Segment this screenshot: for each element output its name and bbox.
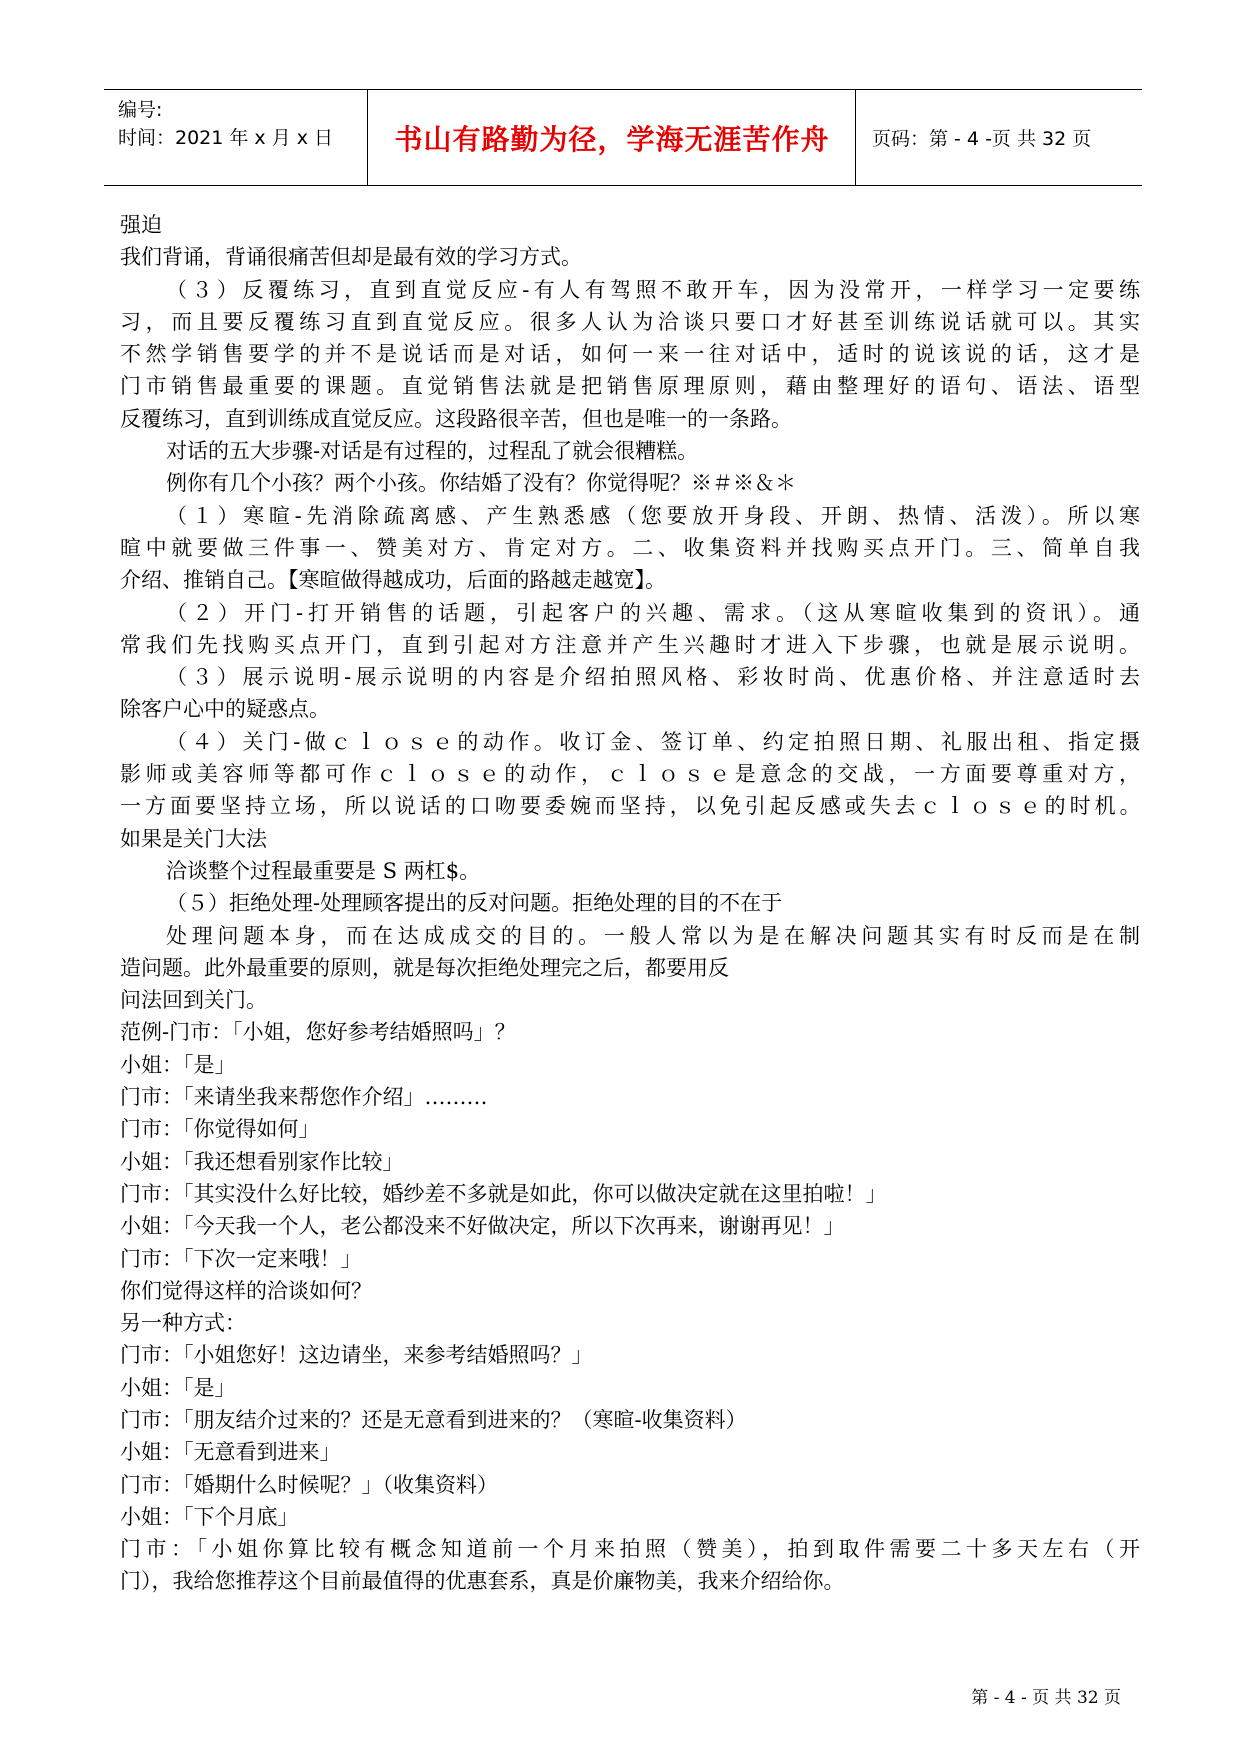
body-line: 造问题。此外最重要的原则，就是每次拒绝处理完之后，都要用反 — [120, 955, 729, 980]
header-divider-left — [367, 90, 368, 185]
body-line: 强迫 — [120, 213, 162, 237]
body-line: 门市：「婚期什么时候呢？」（收集资料） — [120, 1472, 498, 1497]
body-line: 你们觉得这样的洽谈如何？ — [120, 1278, 372, 1303]
header-divider-right — [855, 90, 856, 185]
body-line: 小姐：「是」 — [120, 1052, 236, 1077]
body-line: 另一种方式： — [120, 1311, 246, 1336]
body-line: 门市：「小姐你算比较有概念知道前一个月来拍照（赞美），拍到取件需要二十多天左右（开 — [120, 1537, 1140, 1562]
document-body — [120, 209, 1140, 1598]
body-line: （３）反覆练习，直到直觉反应-有人有驾照不敢开车，因为没常开，一样学习一定要练 — [166, 277, 1140, 302]
body-line: 门市：「其实没什么好比较，婚纱差不多就是如此，你可以做决定就在这里拍啦！」 — [120, 1181, 887, 1206]
body-line: 不然学销售要学的并不是说话而是对话，如何一来一往对话中，适时的说该说的话，这才是 — [120, 342, 1140, 367]
body-line: 范例-门市：「小姐，您好参考结婚照吗」？ — [120, 1020, 516, 1045]
document-number-label: 编号: — [118, 99, 163, 121]
body-line: （１）寒暄-先消除疏离感、产生熟悉感（您要放开身段、开朗、热情、活泼）。所以寒 — [166, 503, 1140, 528]
header-meta — [118, 96, 368, 152]
body-line: 小姐：「我还想看别家作比较」 — [120, 1149, 404, 1174]
body-line: （２）开门-打开销售的话题，引起客户的兴趣、需求。（这从寒暄收集到的资讯）。通 — [166, 600, 1140, 625]
body-line: 小姐：「是」 — [120, 1375, 236, 1400]
document-time-label: 时间：2021 年 x 月 x 日 — [118, 127, 334, 149]
body-line: 问法回到关门。 — [120, 988, 267, 1013]
body-line: 对话的五大步骤-对话是有过程的，过程乱了就会很糟糕。 — [166, 439, 699, 464]
body-line: 门），我给您推荐这个目前最值得的优惠套系，真是价廉物美，我来介绍给你。 — [120, 1569, 845, 1594]
body-line: 门市：「来请坐我来帮您作介绍」……… — [120, 1085, 488, 1110]
body-line: 如果是关门大法 — [120, 826, 267, 851]
body-line: 门市：「你觉得如何」 — [120, 1117, 320, 1142]
body-line: 影师或美容师等都可作ｃｌｏｓｅ的动作，ｃｌｏｓｅ是意念的交战，一方面要尊重对方， — [120, 762, 1140, 787]
page-header — [104, 89, 1142, 186]
body-line: 门市：「小姐您好！这边请坐，来参考结婚照吗？」 — [120, 1343, 593, 1368]
body-line: （５）拒绝处理-处理顾客提出的反对问题。拒绝处理的目的不在于 — [166, 891, 783, 916]
body-line: 小姐：「今天我一个人，老公都没来不好做决定，所以下次再来，谢谢再见！」 — [120, 1214, 845, 1239]
body-line: 门市：「朋友结介过来的？还是无意看到进来的？（寒暄-收集资料） — [120, 1407, 747, 1432]
body-line: 例你有几个小孩？两个小孩。你结婚了没有？你觉得呢？※＃※＆＊ — [166, 471, 796, 496]
header-page-info: 页码：第 - 4 -页 共 32 页 — [872, 128, 1092, 150]
body-line: 处理问题本身，而在达成成交的目的。一般人常以为是在解决问题其实有时反而是在制 — [166, 923, 1140, 948]
body-line: 一方面要坚持立场，所以说话的口吻要委婉而坚持，以免引起反感或失去ｃｌｏｓｅ的时机。 — [120, 794, 1140, 819]
body-line: 反覆练习，直到训练成直觉反应。这段路很辛苦，但也是唯一的一条路。 — [120, 406, 792, 431]
body-line: 我们背诵，背诵很痛苦但却是最有效的学习方式。 — [120, 245, 582, 270]
body-line: 洽谈整个过程最重要是 S 两杠$。 — [166, 858, 481, 883]
page-footer: 第 - 4 - 页 共 32 页 — [971, 1688, 1121, 1708]
body-line: 除客户心中的疑惑点。 — [120, 697, 330, 722]
body-line: 介绍、推销自己。【寒暄做得越成功，后面的路越走越宽】。 — [120, 568, 666, 593]
header-motto: 书山有路勤为径，学海无涯苦作舟 — [394, 122, 830, 156]
body-line: 小姐：「无意看到进来」 — [120, 1440, 341, 1465]
body-line: （４）关门-做ｃｌｏｓｅ的动作。收订金、签订单、约定拍照日期、礼服出租、指定摄 — [166, 729, 1140, 754]
body-line: 习，而且要反覆练习直到直觉反应。很多人认为洽谈只要口才好甚至训练说话就可以。其实 — [120, 309, 1140, 334]
body-line: 小姐：「下个月底」 — [120, 1504, 299, 1529]
body-line: 门市：「下次一定来哦！」 — [120, 1246, 362, 1271]
body-line: 暄中就要做三件事一、赞美对方、肯定对方。二、收集资料并找购买点开门。三、简单自我 — [120, 535, 1140, 560]
body-line: 门市销售最重要的课题。直觉销售法就是把销售原理原则，藉由整理好的语句、语法、语型 — [120, 374, 1140, 399]
body-line: 常我们先找购买点开门，直到引起对方注意并产生兴趣时才进入下步骤，也就是展示说明。 — [120, 632, 1140, 657]
body-line: （３）展示说明-展示说明的内容是介绍拍照风格、彩妆时尚、优惠价格、并注意适时去 — [166, 665, 1140, 690]
